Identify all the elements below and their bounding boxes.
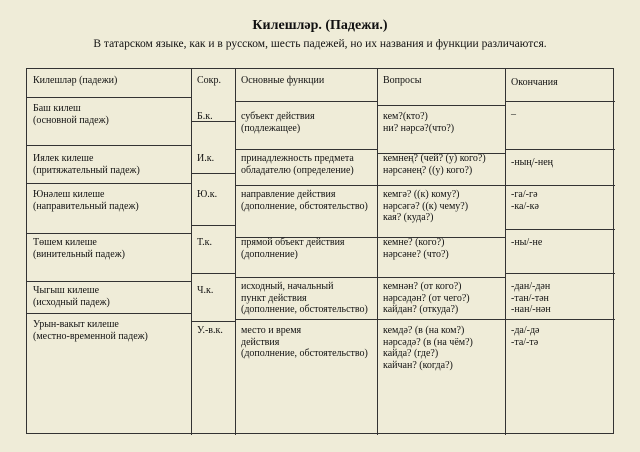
row-4-endings: -ны/-не [511, 237, 543, 248]
row-5-abbr: Ч.к. [197, 285, 214, 296]
row-6-case: Урын-вакыт килеше (местно-временной падеж) [33, 319, 148, 342]
row-3-questions: кемгә? ((к) кому?) нәрсәгә? ((к) чему?) кая? (куда?) [383, 189, 469, 223]
header-abbr: Сокр. [197, 75, 222, 86]
header-case: Килешләр (падежи) [33, 75, 118, 86]
row-6-abbr: У.-в.к. [197, 325, 223, 336]
row-3-case: Юнәлеш килеше (направительный падеж) [33, 189, 139, 212]
row-4-case: Төшем килеше (винительный падеж) [33, 237, 125, 260]
row-6-questions: кемдә? (в (на ком?) нәрсәдә? (в (на чём?) кайда? (где?) кайчан? (когда?) [383, 325, 473, 371]
row-2-endings: -ның/-нең [511, 157, 554, 168]
header-endings: Окончания [511, 77, 558, 88]
row-1-endings: – [511, 109, 516, 120]
row-3-abbr: Ю.к. [197, 189, 218, 200]
row-4-abbr: Т.к. [197, 237, 212, 248]
row-5-function: исходный, начальный пункт действия (дополнение, обстоятельство) [241, 281, 368, 315]
header-function: Основные функции [241, 75, 325, 86]
row-2-questions: кемнең? (чей? (у) кого?) нәрсәнең? ((у) кого?) [383, 153, 486, 176]
row-2-function: принадлежность предмета обладателю (определение) [241, 153, 354, 176]
header-questions: Вопросы [383, 75, 422, 86]
row-1-case: Баш килеш (основной падеж) [33, 103, 109, 126]
row-6-endings: -да/-дә -та/-тә [511, 325, 540, 348]
row-4-questions: кемне? (кого?) нәрсәне? (что?) [383, 237, 449, 260]
row-3-endings: -га/-гә -ка/-кә [511, 189, 539, 212]
row-1-abbr: Б.к. [197, 111, 213, 122]
row-2-case: Иялек килеше (притяжательный падеж) [33, 153, 140, 176]
row-1-questions: кем?(кто?) ни? нәрсә?(что?) [383, 111, 455, 134]
row-4-function: прямой объект действия (дополнение) [241, 237, 345, 260]
document-subtitle: В татарском языке, как и в русском, шесть падежей, но их названия и функции различаются. [93, 38, 547, 50]
row-5-endings: -дан/-дән -тан/-тән -нан/-нән [511, 281, 551, 315]
row-1-function: субъект действия (подлежащее) [241, 111, 315, 134]
row-5-questions: кемнән? (от кого?) нәрсәдән? (от чего?) кайдан? (откуда?) [383, 281, 470, 315]
row-3-function: направление действия (дополнение, обстоятельство) [241, 189, 368, 212]
document-title: Килешләр. (Падежи.) [252, 18, 388, 33]
row-6-function: место и время действия (дополнение, обстоятельство) [241, 325, 368, 359]
row-2-abbr: И.к. [197, 153, 215, 164]
cases-table [26, 68, 614, 434]
row-5-case: Чыгыш килеше (исходный падеж) [33, 285, 110, 308]
